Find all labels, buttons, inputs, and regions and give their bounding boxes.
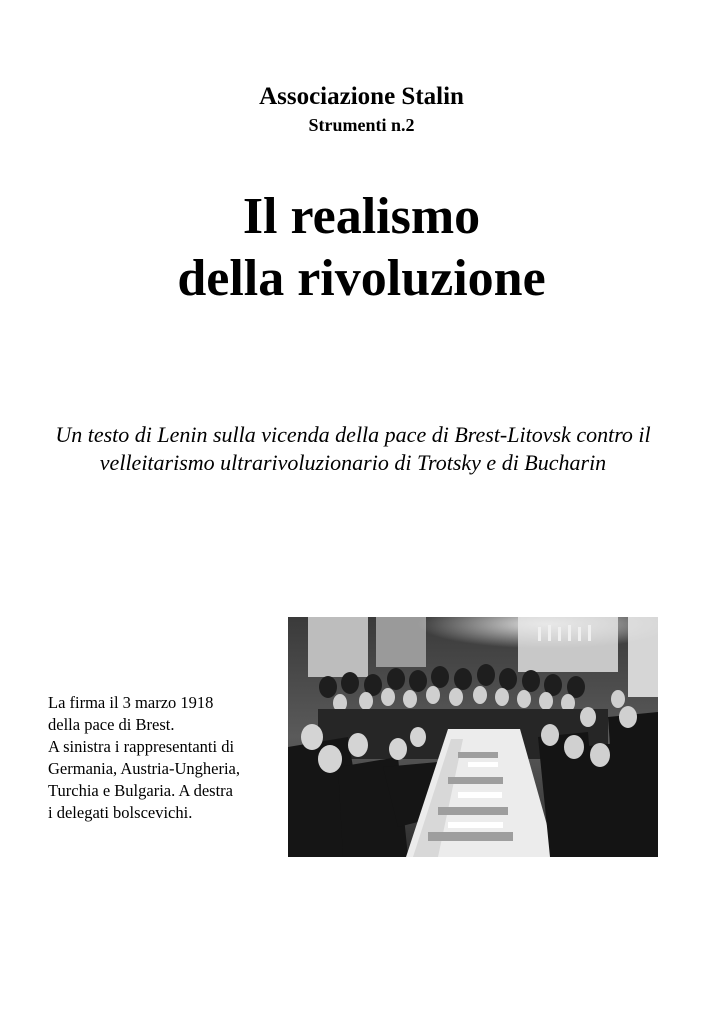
caption-line: Germania, Austria-Ungheria,: [48, 759, 240, 778]
photo-caption: [48, 692, 284, 824]
caption-line: della pace di Brest.: [48, 715, 175, 734]
historical-photo-icon: [288, 617, 658, 857]
caption-line: i delegati bolscevichi.: [48, 803, 193, 822]
historical-photo: [288, 617, 658, 857]
document-title: [0, 186, 723, 310]
caption-line: La firma il 3 marzo 1918: [48, 693, 214, 712]
caption-line: Turchia e Bulgaria. A destra: [48, 781, 233, 800]
title-line-1: Il realismo: [242, 188, 481, 245]
series-label: Strumenti n.2: [308, 115, 415, 135]
caption-line: A sinistra i rappresentanti di: [48, 737, 235, 756]
document-subtitle: Un testo di Lenin sulla vicenda della pace di Brest-Litovsk contro il velleitarismo ultrarivoluzionario di Trotsky e di Bucharin: [55, 422, 651, 475]
title-line-2: della rivoluzione: [177, 250, 546, 307]
organization-name: Associazione Stalin: [259, 83, 464, 110]
